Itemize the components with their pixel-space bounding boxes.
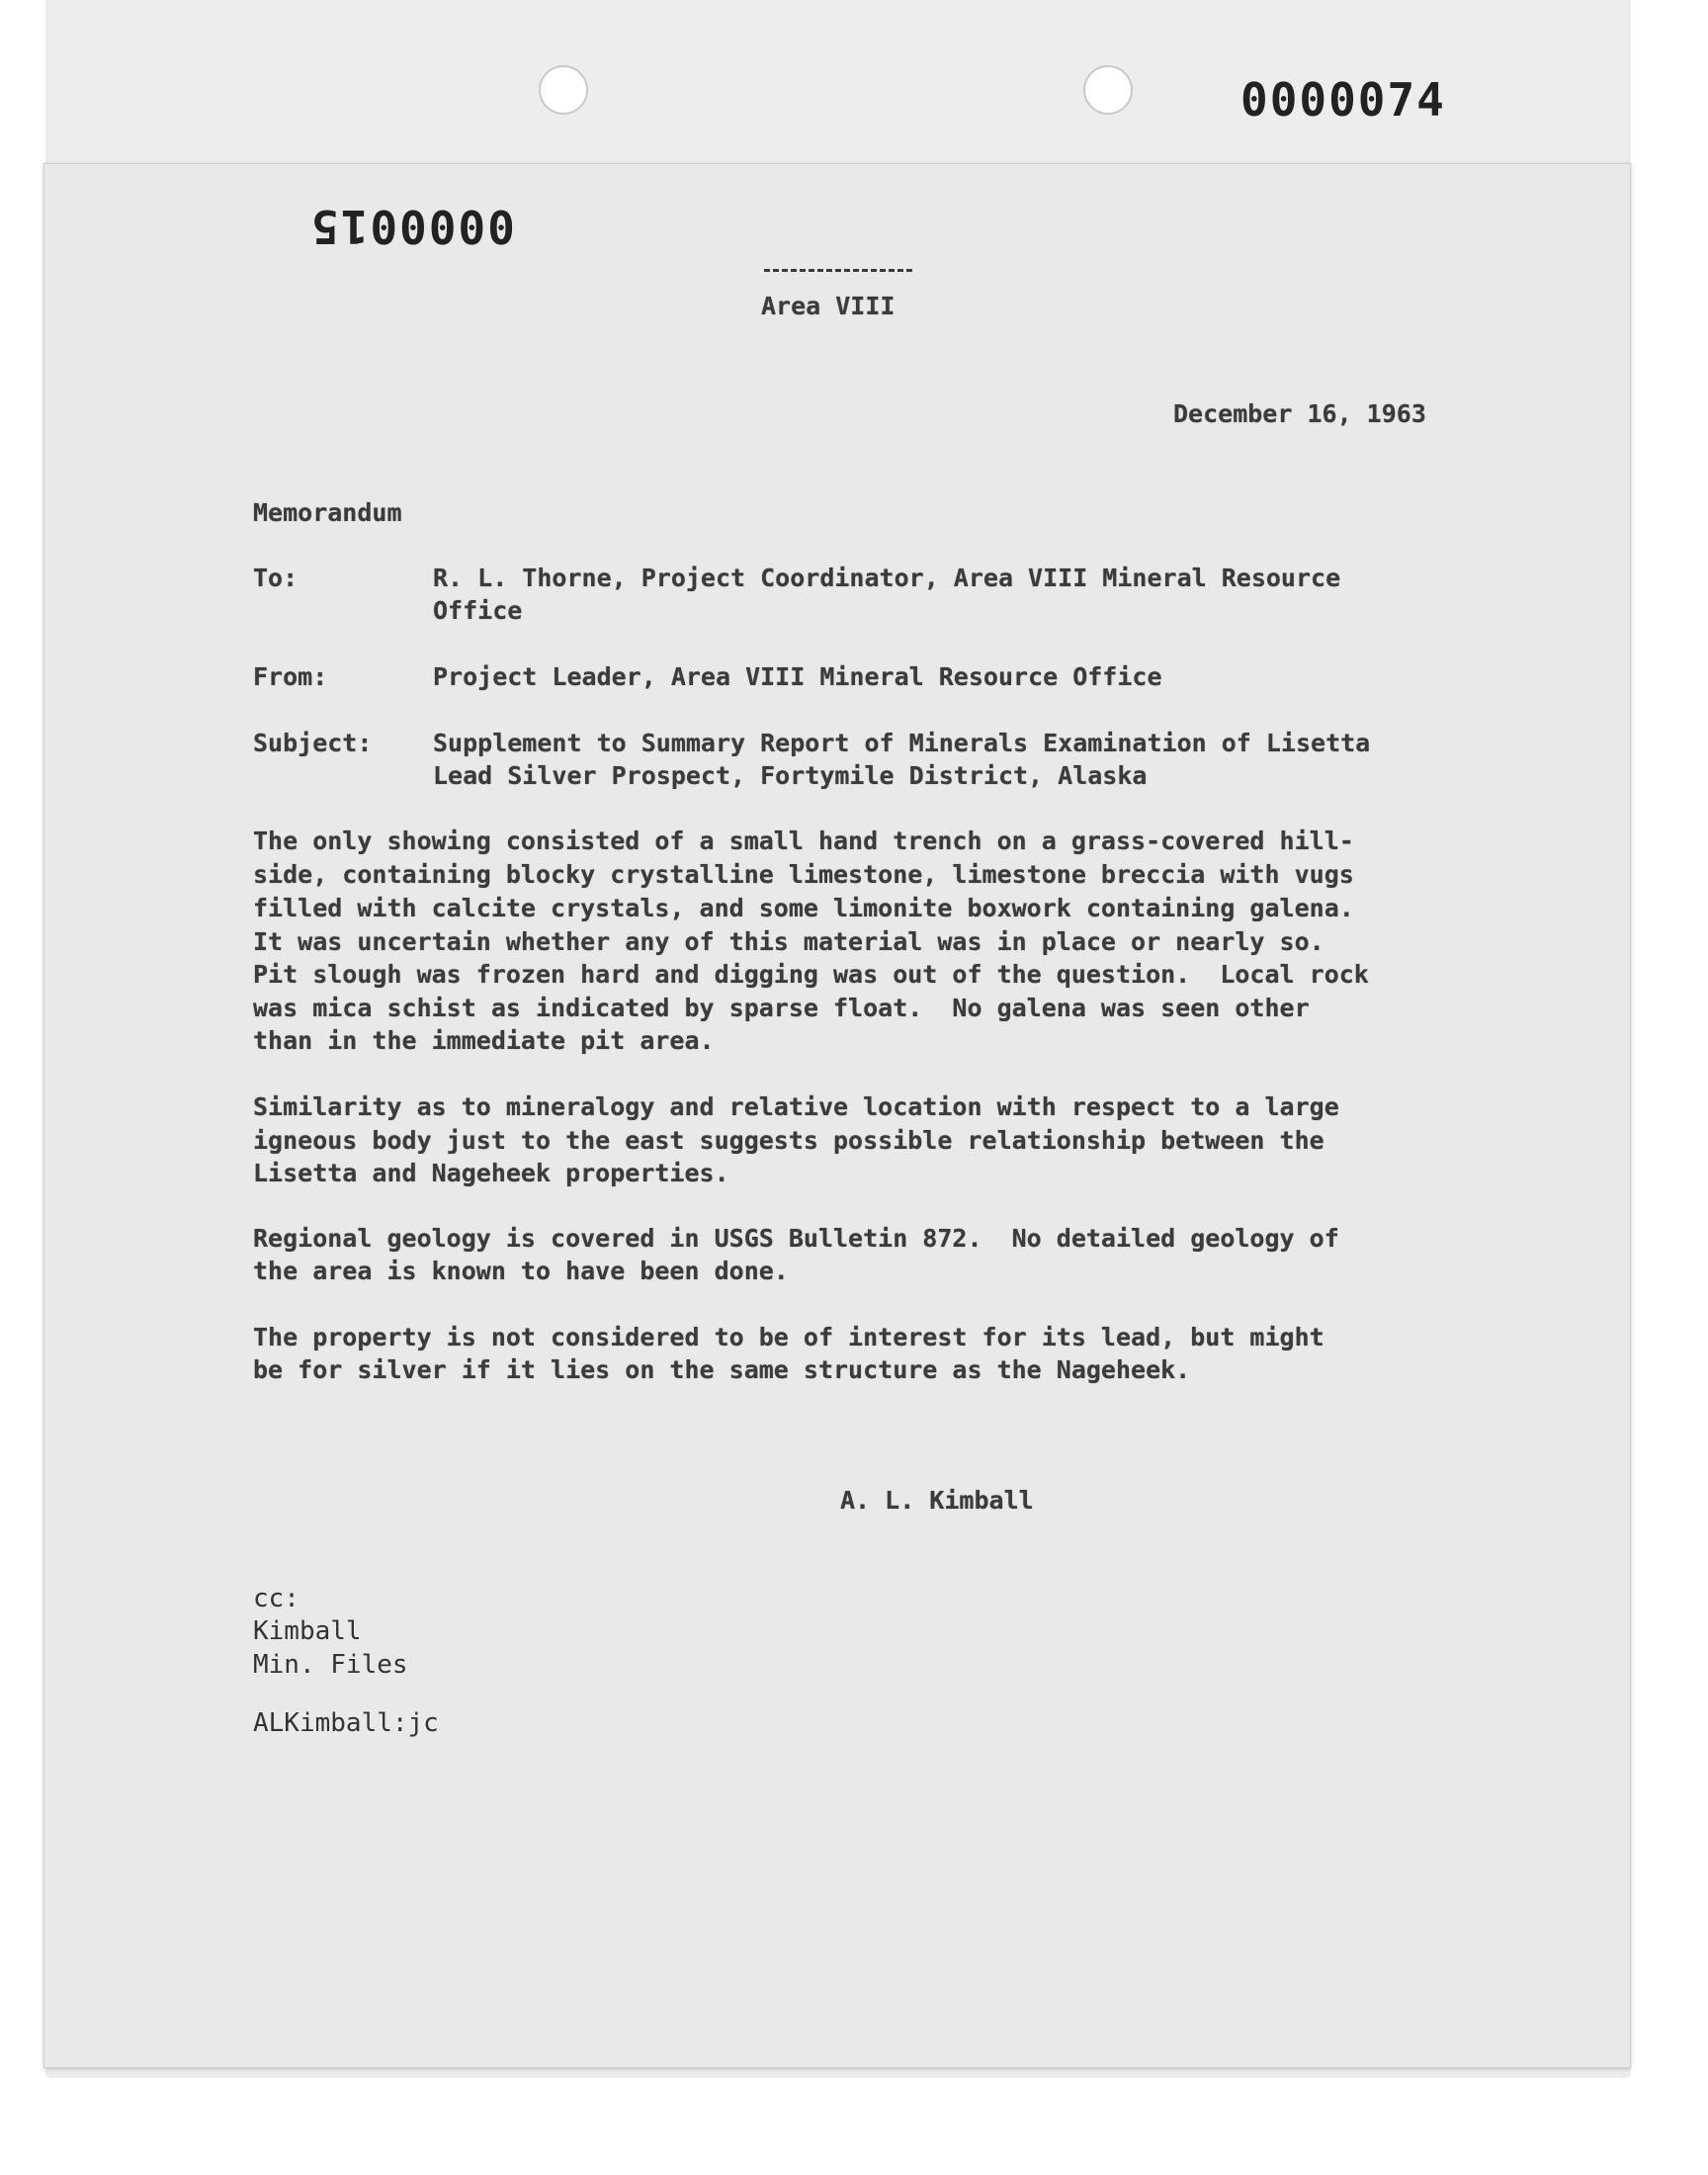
subject-line-2: Lead Silver Prospect, Fortymile District, Alaska [433,761,1148,790]
punch-hole-right [1083,65,1133,115]
cc-recipient: Min. Files [253,1650,408,1680]
typist-initials: ALKimball:jc [253,1708,439,1738]
from-line-1: Project Leader, Area VIII Mineral Resource Office [433,662,1162,691]
paragraph-1-line: than in the immediate pit area. [253,1026,715,1055]
mirrored-page-number-stamp: 0000015 [309,200,515,253]
paragraph-2-line: igneous body just to the east suggests possible relationship between the [253,1126,1324,1155]
cc-label: cc: [253,1584,299,1613]
signature: A. L. Kimball [840,1486,1034,1515]
page-number-stamp: 0000074 [1240,73,1446,127]
paragraph-1-line: filled with calcite crystals, and some limonite boxwork containing galena. [253,894,1354,922]
subject-label: Subject: [253,729,373,757]
memo-date: December 16, 1963 [1173,399,1426,428]
paragraph-3-line: the area is known to have been done. [253,1257,789,1285]
paragraph-2-line: Similarity as to mineralogy and relative location with respect to a large [253,1092,1339,1121]
header-rule [764,269,912,272]
paragraph-1-line: The only showing consisted of a small hand trench on a grass-covered hill- [253,826,1354,855]
paragraph-1-line: It was uncertain whether any of this material was in place or nearly so. [253,927,1324,956]
to-label: To: [253,564,299,592]
to-line-2: Office [433,596,523,625]
paragraph-3-line: Regional geology is covered in USGS Bulletin 872. No detailed geology of [253,1224,1339,1253]
header-title: Area VIII [761,292,896,320]
paragraph-1-line: was mica schist as indicated by sparse float. No galena was seen other [253,994,1310,1022]
memo-label: Memorandum [253,498,402,527]
paragraph-4-line: The property is not considered to be of interest for its lead, but might [253,1323,1324,1351]
paragraph-1-line: side, containing blocky crystalline limestone, limestone breccia with vugs [253,860,1354,889]
to-line-1: R. L. Thorne, Project Coordinator, Area VIII Mineral Resource [433,564,1341,592]
paragraph-4-line: be for silver if it lies on the same structure as the Nageheek. [253,1355,1191,1384]
subject-line-1: Supplement to Summary Report of Minerals Examination of Lisetta [433,729,1371,757]
from-label: From: [253,662,328,691]
punch-hole-left [539,65,588,115]
paragraph-1-line: Pit slough was frozen hard and digging was out of the question. Local rock [253,960,1369,989]
paragraph-2-line: Lisetta and Nageheek properties. [253,1159,729,1187]
cc-recipient: Kimball [253,1616,362,1646]
